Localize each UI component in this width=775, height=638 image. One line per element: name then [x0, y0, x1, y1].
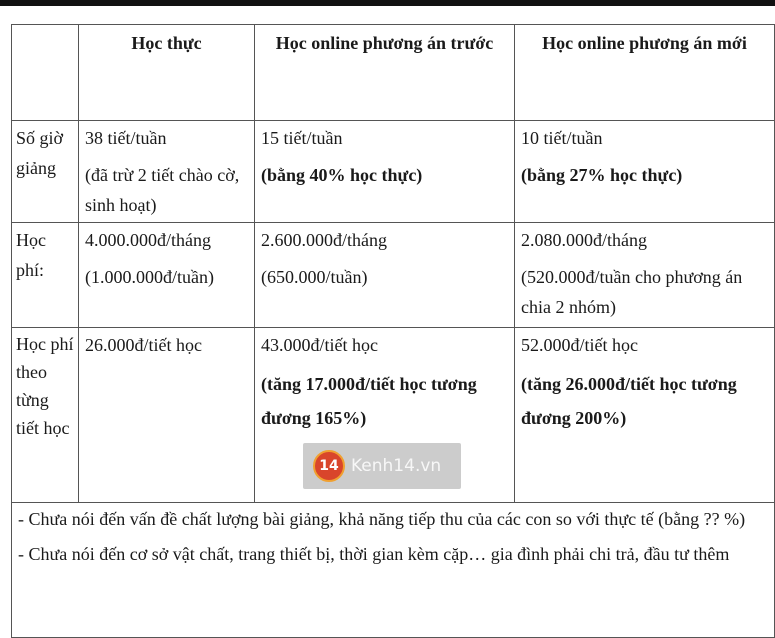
cell-note: (tăng 17.000đ/tiết học tương đương 165%)	[261, 374, 477, 428]
cell-line: 15 tiết/tuần	[261, 128, 343, 148]
notes-cell	[12, 503, 775, 638]
table-cell	[515, 121, 775, 223]
cell-line: 38 tiết/tuần	[85, 128, 167, 148]
table-cell	[255, 328, 515, 503]
cell-note: (tăng 26.000đ/tiết học tương đương 200%)	[521, 374, 737, 428]
cell-line: 43.000đ/tiết học	[261, 335, 378, 355]
cell-note: (bằng 27% học thực)	[521, 165, 683, 185]
notes-row	[12, 503, 775, 638]
table-cell	[255, 121, 515, 223]
cell-line: 52.000đ/tiết học	[521, 335, 638, 355]
header-online-moi: Học online phương án mới	[515, 25, 775, 121]
header-row	[12, 25, 775, 121]
table-row	[12, 328, 775, 503]
cell-line: 2.080.000đ/tháng	[521, 230, 647, 250]
table-cell	[79, 223, 255, 328]
cell-line: 2.600.000đ/tháng	[261, 230, 387, 250]
table-cell	[515, 328, 775, 503]
table-row	[12, 223, 775, 328]
header-hoc-thuc: Học thực	[79, 25, 255, 121]
tuition-comparison-table	[11, 24, 775, 638]
table-cell	[79, 121, 255, 223]
kenh14-logo-icon: 14	[313, 450, 345, 482]
table-cell	[515, 223, 775, 328]
cell-note: (đã trừ 2 tiết chào cờ, sinh hoạt)	[85, 165, 240, 215]
row-label: Học phí theo từng tiết học	[12, 328, 79, 503]
top-bar	[0, 0, 775, 6]
watermark-text: Kenh14.vn	[351, 456, 442, 476]
note-item: - Chưa nói đến cơ sở vật chất, trang thiết bị, thời gian kèm cặp… gia đình phải chi trả, đầu tư thêm	[18, 544, 730, 564]
cell-note: (bằng 40% học thực)	[261, 165, 423, 185]
row-label: Số giờ giảng	[12, 121, 79, 223]
cell-note: (650.000/tuần)	[261, 267, 368, 287]
table-row	[12, 121, 775, 223]
header-empty	[12, 25, 79, 121]
cell-note: (1.000.000đ/tuần)	[85, 267, 214, 287]
cell-line: 10 tiết/tuần	[521, 128, 603, 148]
note-item: - Chưa nói đến vấn đề chất lượng bài giảng, khả năng tiếp thu của các con so với thực tế (bằng ?? %)	[18, 509, 746, 529]
table-cell	[79, 328, 255, 503]
row-label: Học phí:	[12, 223, 79, 328]
kenh14-watermark	[303, 443, 461, 489]
cell-line: 26.000đ/tiết học	[85, 335, 202, 355]
header-online-truoc: Học online phương án trước	[255, 25, 515, 121]
cell-note: (520.000đ/tuần cho phương án chia 2 nhóm)	[521, 267, 743, 317]
table-cell	[255, 223, 515, 328]
cell-line: 4.000.000đ/tháng	[85, 230, 211, 250]
